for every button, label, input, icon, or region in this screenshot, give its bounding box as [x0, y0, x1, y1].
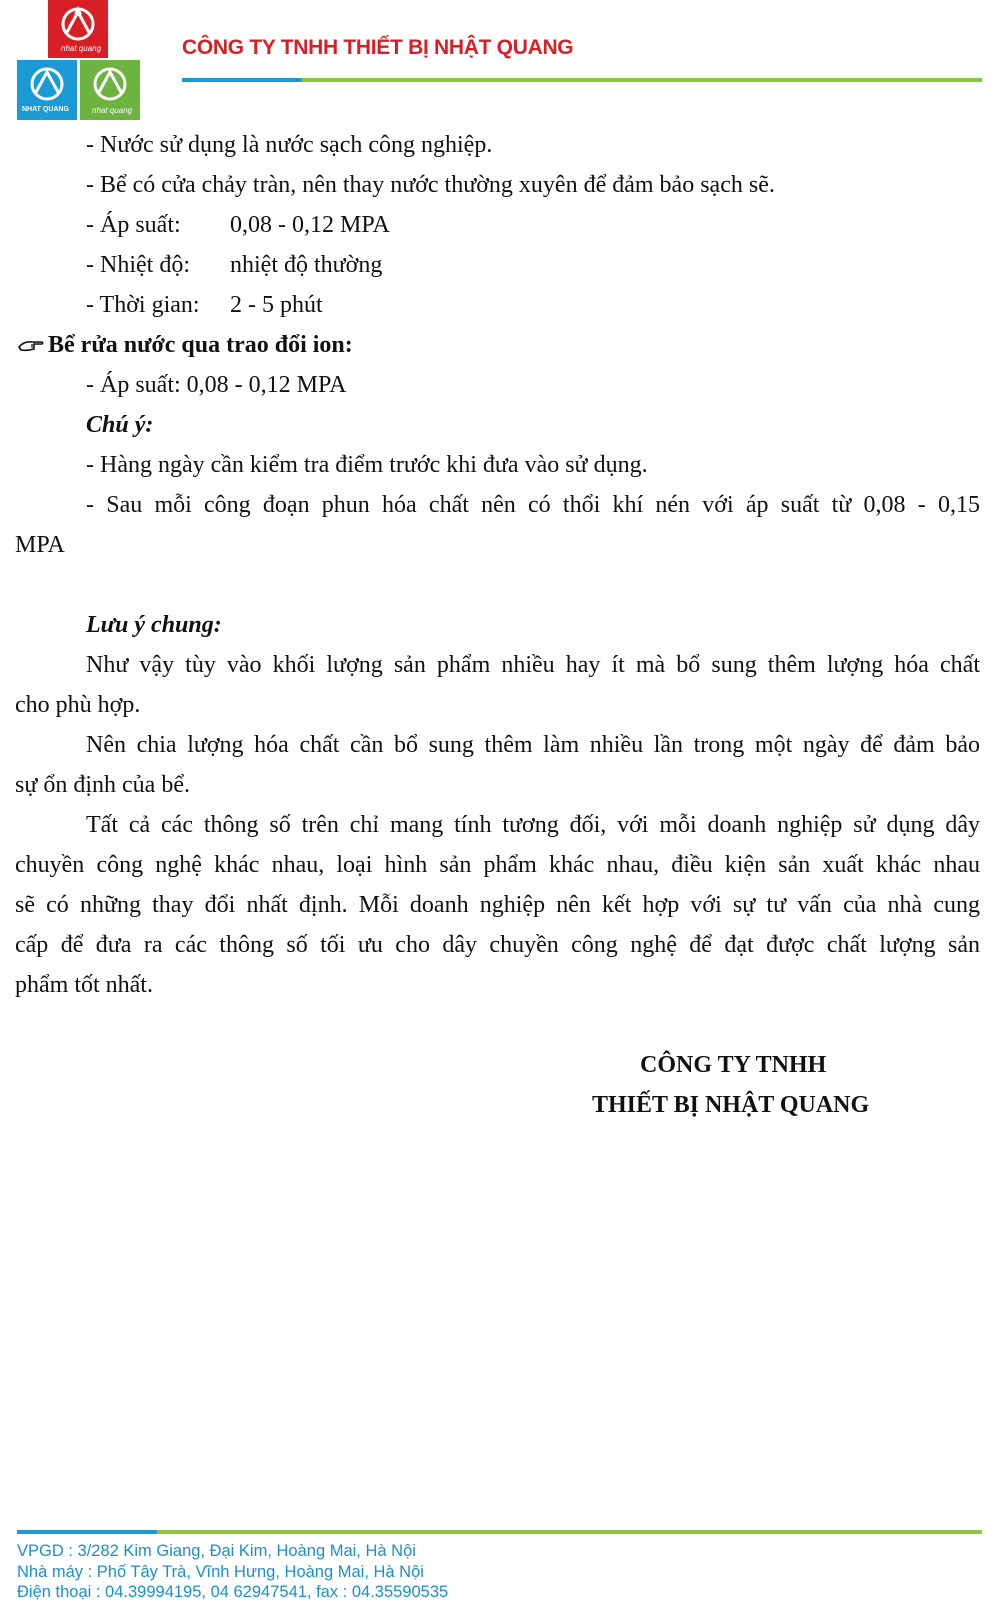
- note-heading: Chú ý:: [86, 412, 154, 438]
- note-line-2-cont: MPA: [15, 532, 65, 558]
- temperature-value: nhiệt độ thường: [230, 252, 383, 278]
- paragraph-3-line-5: phẩm tốt nhất.: [15, 972, 153, 998]
- header-rule-green: [302, 78, 982, 82]
- footer-rule-blue: [17, 1530, 157, 1534]
- pressure-label: - Áp suất:: [86, 212, 181, 238]
- time-label: - Thời gian:: [86, 292, 200, 318]
- paragraph-1-line-1: Như vậy tùy vào khối lượng sản phẩm nhiều hay ít mà bổ sung thêm lượng hóa chất: [86, 652, 980, 678]
- letterhead: [0, 0, 1000, 125]
- logo-top-caption: nhat quang: [61, 44, 102, 53]
- note-line-1: - Hàng ngày cần kiểm tra điểm trước khi đưa vào sử dụng.: [86, 452, 648, 478]
- body-line-1: - Nước sử dụng là nước sạch công nghiệp.: [86, 132, 493, 158]
- pressure-line-2: - Áp suất: 0,08 - 0,12 MPA: [86, 372, 347, 398]
- pressure-value: 0,08 - 0,12 MPA: [230, 212, 390, 238]
- paragraph-2-line-2: sự ổn định của bể.: [15, 772, 190, 798]
- footer-rule-green: [157, 1530, 982, 1534]
- note-line-2: - Sau mỗi công đoạn phun hóa chất nên có thổi khí nén với áp suất từ 0,08 - 0,15: [86, 492, 980, 518]
- temperature-label: - Nhiệt độ:: [86, 252, 190, 278]
- section-title: Bể rửa nước qua trao đổi ion:: [48, 332, 353, 358]
- paragraph-1-line-2: cho phù hợp.: [15, 692, 141, 718]
- signature-line-1: CÔNG TY TNHH: [640, 1052, 827, 1078]
- footer-factory-address: Nhà máy : Phố Tây Trà, Vĩnh Hưng, Hoàng Mai, Hà Nội: [17, 1563, 424, 1581]
- logo-nhat-quang-red-icon: [48, 0, 108, 58]
- logo-right-caption: nhat quang: [92, 106, 133, 115]
- signature-line-2: THIẾT BỊ NHẬT QUANG: [592, 1092, 870, 1118]
- footer-phone: Điện thoại : 04.39994195, 04 62947541, fax : 04.35590535: [17, 1583, 449, 1601]
- paragraph-2-line-1: Nên chia lượng hóa chất cần bổ sung thêm làm nhiều lần trong một ngày để đảm bảo: [86, 732, 980, 758]
- body-line-2: - Bể có cửa chảy tràn, nên thay nước thường xuyên để đảm bảo sạch sẽ.: [86, 172, 775, 198]
- paragraph-3-line-4: cấp để đưa ra các thông số tối ưu cho dây chuyền công nghệ để đạt được chất lượng sản: [15, 932, 980, 958]
- footer-office-address: VPGD : 3/282 Kim Giang, Đại Kim, Hoàng Mai, Hà Nội: [17, 1542, 416, 1560]
- logo-left-caption: NHAT QUANG: [22, 106, 69, 113]
- logo-nhat-quang-green-icon: [80, 60, 140, 120]
- section-heading: [18, 330, 353, 361]
- logo-nhat-quang-blue-icon: [17, 60, 77, 120]
- paragraph-3-line-2: chuyền công nghệ khác nhau, loại hình sản phẩm khác nhau, điều kiện sản xuất khác nhau: [15, 852, 980, 878]
- paragraph-3-line-1: Tất cả các thông số trên chỉ mang tính tương đối, với mỗi doanh nghiệp sử dụng dây: [86, 812, 980, 838]
- paragraph-3-line-3: sẽ có những thay đổi nhất định. Mỗi doanh nghiệp nên kết hợp với sự tư vấn của nhà cung: [15, 892, 980, 918]
- header-rule-blue: [182, 78, 302, 82]
- general-note-heading: Lưu ý chung:: [86, 612, 222, 638]
- pointing-hand-icon: [18, 331, 44, 361]
- company-name-header: CÔNG TY TNHH THIẾT BỊ NHẬT QUANG: [182, 36, 574, 59]
- time-value: 2 - 5 phút: [230, 292, 323, 318]
